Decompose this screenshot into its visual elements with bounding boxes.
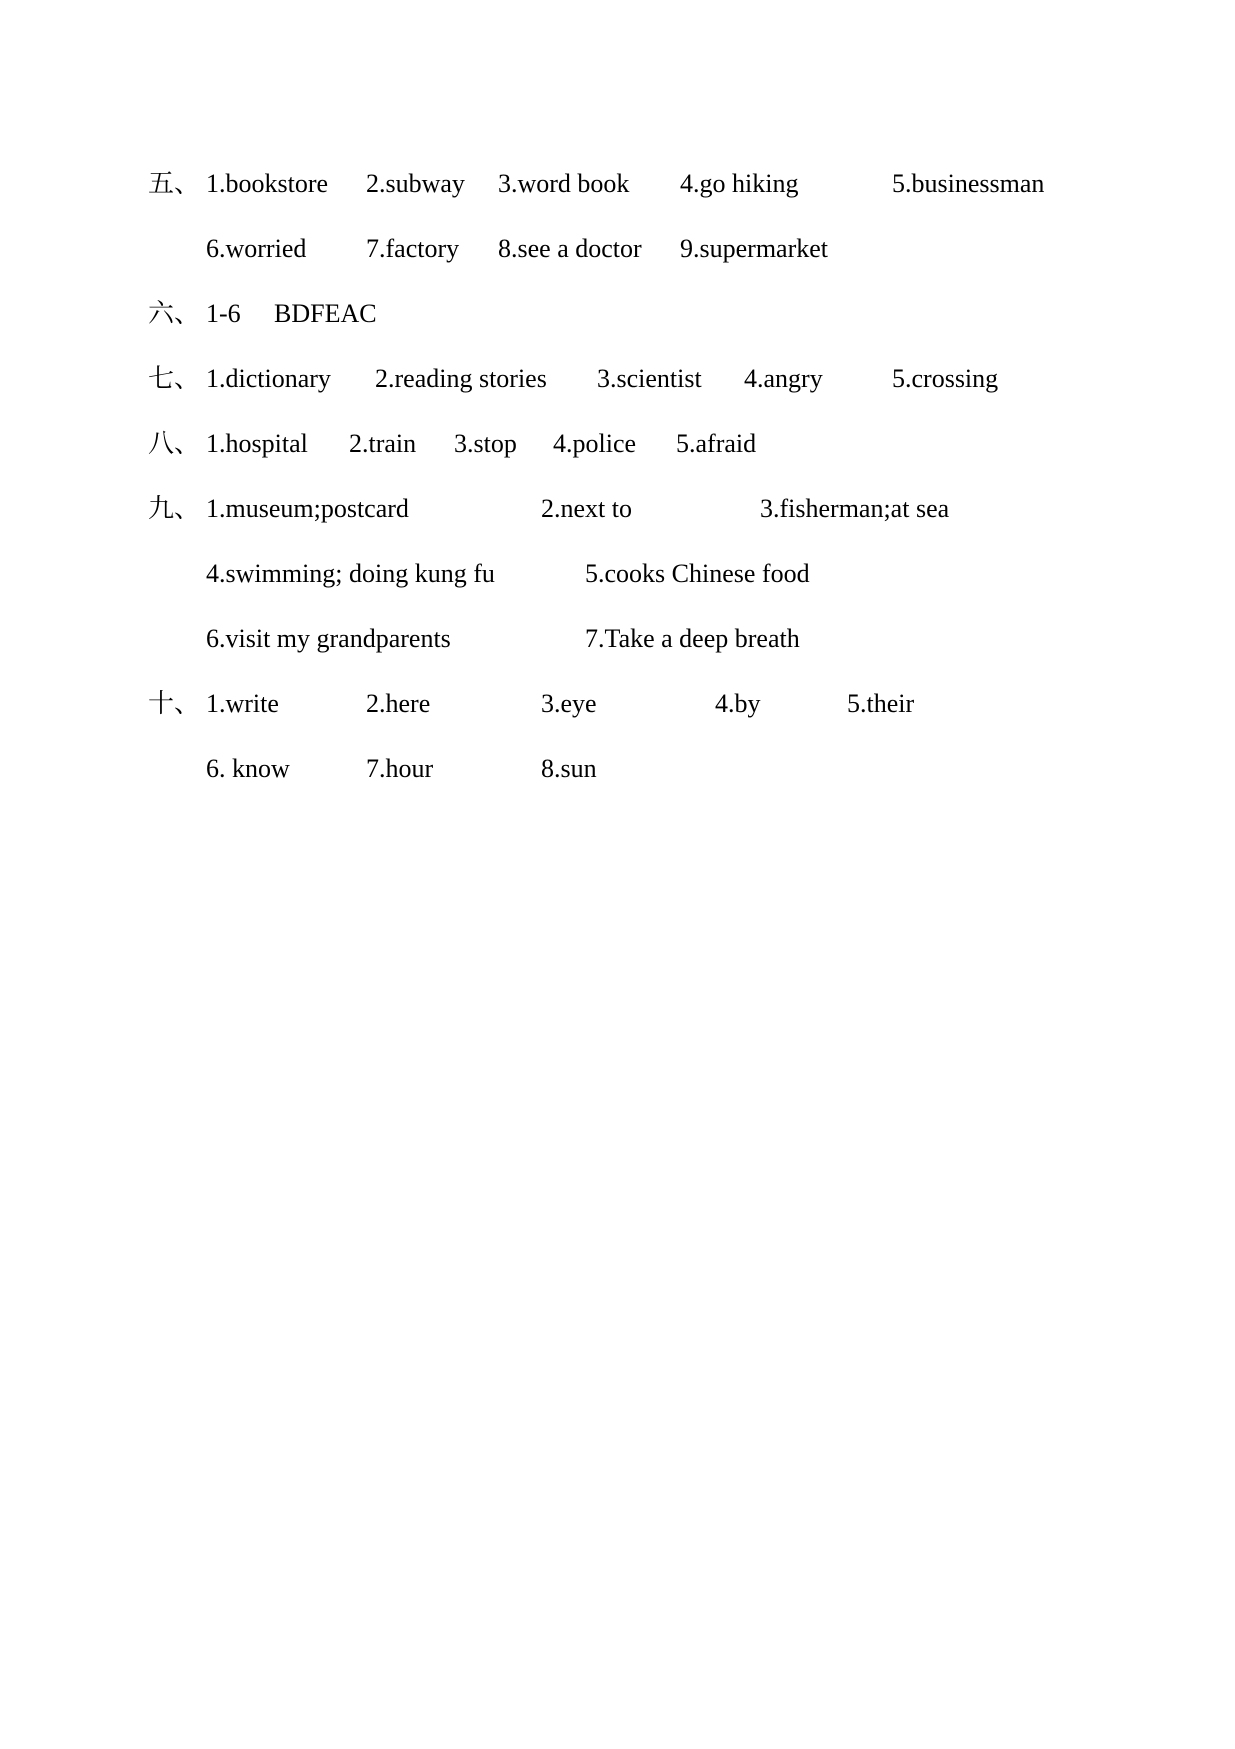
section-10-line-2 [0, 749, 1235, 789]
section-9-line-3 [0, 619, 1235, 659]
section-9-line-2 [0, 554, 1235, 594]
answer-item: 3.stop [454, 429, 517, 458]
answer-item: 5.their [847, 689, 915, 718]
answer-item: 2.next to [541, 494, 632, 523]
section-marker: 七、 [148, 364, 201, 393]
section-marker: 八、 [148, 429, 201, 458]
answer-item: 7.hour [366, 754, 434, 783]
section-marker: 五、 [148, 169, 201, 198]
answer-item: 4.swimming; doing kung fu [206, 559, 495, 588]
answer-item: 3.fisherman;at sea [760, 494, 950, 523]
section-8-line-1 [0, 424, 1235, 464]
answer-item: 1-6 [206, 299, 241, 328]
answer-item: 2.reading stories [375, 364, 547, 393]
section-marker: 六、 [148, 299, 201, 328]
answer-item: 5.afraid [676, 429, 757, 458]
answer-item: 7.Take a deep breath [585, 624, 800, 653]
answer-item: 7.factory [366, 234, 460, 263]
answer-item: 3.word book [498, 169, 630, 198]
section-marker: 十、 [148, 689, 201, 718]
answer-item: 4.angry [744, 364, 823, 393]
answer-item: 4.police [553, 429, 637, 458]
answer-item: 5.businessman [892, 169, 1045, 198]
answer-item: 4.go hiking [680, 169, 799, 198]
section-marker: 九、 [148, 494, 201, 523]
section-5-line-2 [0, 229, 1235, 269]
answer-item: 2.subway [366, 169, 465, 198]
answer-item: 1.write [206, 689, 279, 718]
answer-item: 9.supermarket [680, 234, 829, 263]
answer-item: 1.museum;postcard [206, 494, 409, 523]
answer-item: 4.by [715, 689, 761, 718]
answer-item: 3.scientist [597, 364, 702, 393]
answer-item: 8.see a doctor [498, 234, 642, 263]
answer-item: 5.crossing [892, 364, 999, 393]
section-10-line-1 [0, 684, 1235, 724]
answer-item: BDFEAC [274, 299, 377, 328]
answer-item: 8.sun [541, 754, 597, 783]
section-5-line-1 [0, 164, 1235, 204]
answer-item: 6.visit my grandparents [206, 624, 451, 653]
section-6-line-1 [0, 294, 1235, 334]
answer-item: 3.eye [541, 689, 597, 718]
section-9-line-1 [0, 489, 1235, 529]
answer-item: 2.train [349, 429, 417, 458]
answer-item: 1.hospital [206, 429, 308, 458]
answer-item: 6.worried [206, 234, 307, 263]
answer-item: 2.here [366, 689, 431, 718]
answer-item: 1.bookstore [206, 169, 329, 198]
answer-item: 6. know [206, 754, 290, 783]
answer-item: 1.dictionary [206, 364, 331, 393]
section-7-line-1 [0, 359, 1235, 399]
answer-item: 5.cooks Chinese food [585, 559, 810, 588]
